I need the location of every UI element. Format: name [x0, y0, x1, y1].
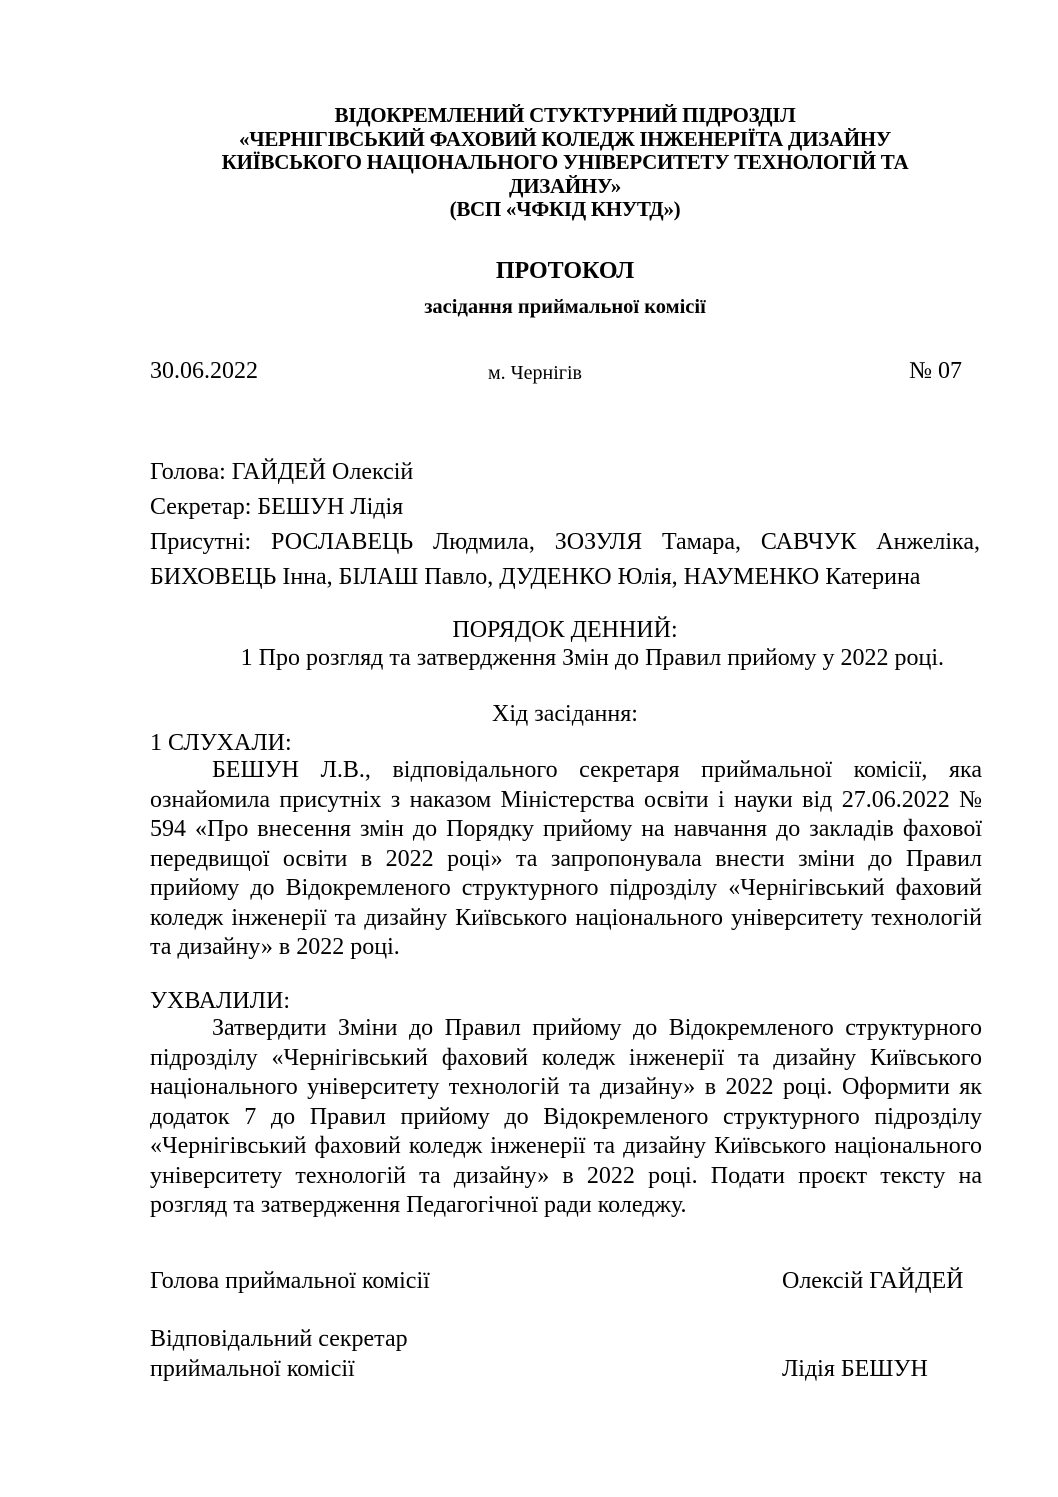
- secretary-line: Секретар: БЕШУН Лідія: [150, 494, 404, 520]
- header-line: ВІДОКРЕМЛЕНИЙ СТУКТУРНИЙ ПІДРОЗДІЛ: [334, 103, 796, 127]
- chair-line: Голова: ГАЙДЕЙ Олексій: [150, 459, 414, 485]
- resolved-text-block: [150, 1014, 982, 1221]
- secretary-signature-title: [150, 1324, 408, 1384]
- document-number: № 07: [909, 358, 962, 384]
- header-line: «ЧЕРНІГІВСЬКИЙ ФАХОВИЙ КОЛЕДЖ ІНЖЕНЕРІЇТА ДИЗАЙНУ: [239, 126, 891, 151]
- secretary-signature-row: [150, 1324, 980, 1384]
- participants-block: [150, 455, 980, 595]
- document-title: ПРОТОКОЛ: [495, 258, 635, 284]
- heard-text-block: [150, 756, 982, 963]
- agenda-item: 1 Про розгляд та затвердження Змін до Правил прийому у 2022 році.: [240, 645, 944, 671]
- chair-signature-row: [150, 1266, 980, 1296]
- secretary-title-line: приймальної комісії: [150, 1356, 355, 1382]
- document-date: 30.06.2022: [150, 358, 258, 384]
- heard-text: БЕШУН Л.В., відповідального секретаря приймальної комісії, яка ознайомила присутніх з наказом Міністерства освіти і науки від 27.06.2022 № 594 «Про внесення змін до Порядку прийому на навчання до закладів фахової передвищої освіти в 2022 році» та запропонувала внести зміни до Правил прийому до Відокремленого структурного підрозділу «Чернігівський фаховий коледж інженерії та дизайну Київського національного університету технологій та дизайну» в 2022 році.: [150, 757, 982, 960]
- proceedings-heading: Хід засідання:: [492, 701, 638, 727]
- heard-label: 1 СЛУХАЛИ:: [150, 730, 292, 756]
- chair-signature-title: Голова приймальної комісії: [150, 1268, 430, 1294]
- header-line: (ВСП «ЧФКІД КНУТД»): [449, 197, 681, 221]
- present-line: БИХОВЕЦЬ Інна, БІЛАШ Павло, ДУДЕНКО Юлія, НАУМЕНКО Катерина: [150, 564, 921, 590]
- resolved-text: Затвердити Зміни до Правил прийому до Відокремленого структурного підрозділу «Чернігівський фаховий коледж інженерії та дизайну Київського національного університету технологій та дизайну» в 2022 році. Оформити як додаток 7 до Правил прийому до Відокремленого структурного підрозділу «Чернігівський фаховий коледж інженерії та дизайну Київського національного університету технологій та дизайну» в 2022 році. Подати проєкт тексту на розгляд та затвердження Педагогічної ради коледжу.: [150, 1015, 982, 1218]
- resolved-label: УХВАЛИЛИ:: [150, 988, 291, 1014]
- header-line: ДИЗАЙНУ»: [509, 173, 621, 198]
- header-line: КИЇВСЬКОГО НАЦІОНАЛЬНОГО УНІВЕРСИТЕТУ ТЕХНОЛОГІЙ ТА: [221, 150, 909, 174]
- document-subtitle: засідання приймальної комісії: [424, 296, 706, 318]
- document-meta: [150, 356, 962, 386]
- secretary-signature-name: Лідія БЕШУН: [782, 1356, 928, 1382]
- secretary-title-line: Відповідальний секретар: [150, 1326, 408, 1352]
- institution-header: [150, 104, 980, 222]
- agenda-heading: ПОРЯДОК ДЕННИЙ:: [452, 617, 678, 643]
- present-line: Присутні: РОСЛАВЕЦЬ Людмила, ЗОЗУЛЯ Тамара, САВЧУК Анжеліка,: [150, 529, 980, 555]
- document-city: м. Чернігів: [488, 362, 582, 384]
- chair-signature-name: Олексій ГАЙДЕЙ: [782, 1268, 964, 1294]
